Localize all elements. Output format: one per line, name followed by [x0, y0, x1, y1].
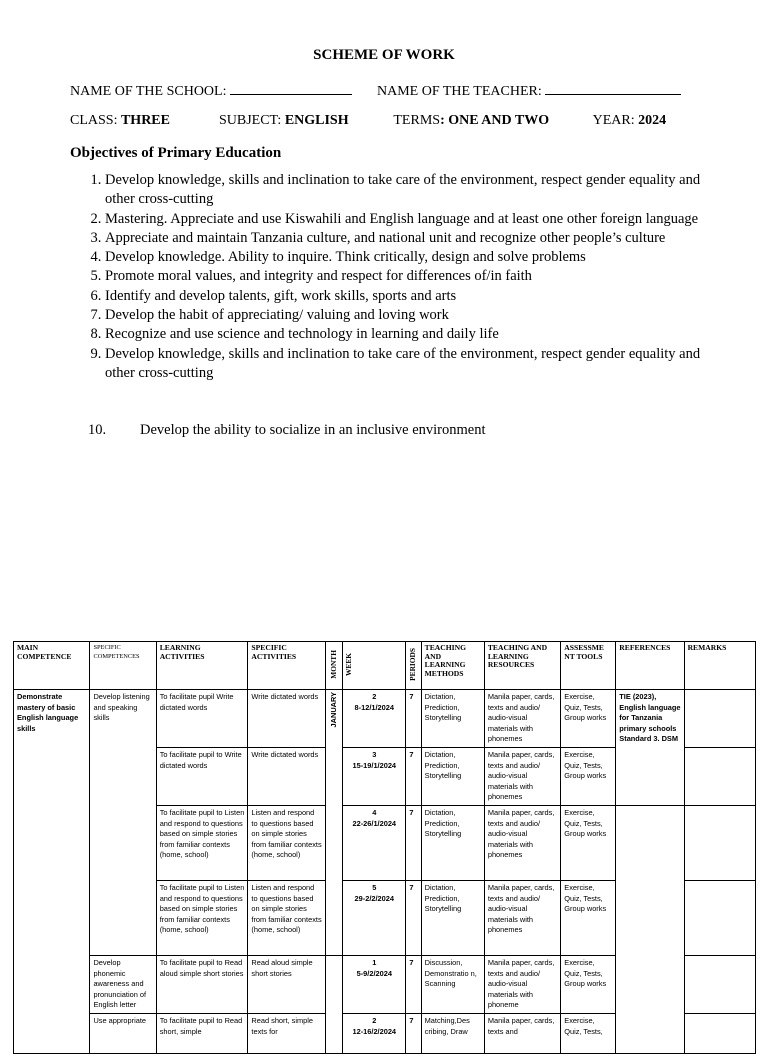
remarks-cell: [684, 955, 755, 1013]
learning-activity-cell: To facilitate pupil to Read short, simple: [156, 1013, 248, 1053]
week-cell: [343, 690, 406, 748]
week-dates: 12-16/2/2024: [352, 1026, 397, 1036]
methods-cell: Matching,Des cribing, Draw: [421, 1013, 484, 1053]
teacher-label: NAME OF THE TEACHER:: [376, 84, 542, 99]
header-specific-activities: SPECIFIC ACTIVITIES: [248, 642, 325, 690]
objective-item: 5. Promote moral values, and integrity and respect for differences of/in faith: [105, 267, 710, 286]
remarks-cell: [684, 1013, 755, 1053]
week-cell: [343, 747, 406, 805]
document-title: SCHEME OF WORK: [313, 47, 455, 63]
week-dates: 5-9/2/2024: [356, 968, 392, 978]
objective-item: 6. Identify and develop talents, gift, work skills, sports and arts: [105, 287, 710, 306]
header-learning-activities: LEARNING ACTIVITIES: [156, 642, 248, 690]
methods-cell: Dictation, Prediction, Storytelling: [421, 805, 484, 880]
header-resources: TEACHING AND LEARNING RESOURCES: [484, 642, 560, 690]
week-number: 2: [372, 692, 377, 701]
header-remarks: REMARKS: [684, 642, 755, 690]
week-number: 2: [372, 1015, 377, 1025]
week-cell: [343, 955, 406, 1013]
objective-item-10: [88, 422, 486, 439]
school-teacher-line: [70, 82, 681, 100]
header-week: WEEK: [344, 652, 354, 676]
header-periods: PERIODS: [408, 647, 418, 681]
learning-activity-cell: To facilitate pupil Write dictated words: [156, 690, 248, 748]
week-number: 5: [372, 882, 377, 892]
objective-item: 4. Develop knowledge. Ability to inquire. Think critically, design and solve problems: [105, 248, 710, 267]
class-value: THREE: [120, 113, 170, 128]
objective-item: 9. Develop knowledge, skills and inclination to take care of the environment, respect gender equality and other cross-cutting: [105, 345, 710, 384]
resources-cell: Manila paper, cards, texts and: [484, 1013, 560, 1053]
specific-activity-cell: Write dictated words: [248, 747, 325, 805]
assessment-cell: Exercise, Quiz, Tests,: [561, 1013, 616, 1053]
week-dates: 22-26/1/2024: [352, 818, 397, 828]
specific-activity-cell: Read short, simple texts for: [248, 1013, 325, 1053]
objective-text: Develop the ability to socialize in an inclusive environment: [140, 422, 486, 438]
methods-cell: Dictation, Prediction, Storytelling: [421, 690, 484, 748]
references-empty-cell: [616, 805, 684, 1053]
assessment-cell: Exercise, Quiz, Tests, Group works: [561, 747, 616, 805]
remarks-cell: [684, 690, 755, 748]
assessment-cell: Exercise, Quiz, Tests, Group works: [561, 880, 616, 955]
periods-cell: 7: [406, 1013, 421, 1053]
school-blank: [230, 82, 352, 95]
school-label: NAME OF THE SCHOOL:: [70, 84, 227, 99]
objective-item: 1. Develop knowledge, skills and inclination to take care of the environment, respect gender equality and other cross-cutting: [105, 171, 710, 210]
month-empty-cell: [325, 955, 342, 1053]
subject-label: SUBJECT:: [218, 113, 282, 128]
table-row: [14, 690, 756, 748]
terms-value: : ONE AND TWO: [440, 113, 550, 128]
header-month: MONTH: [328, 649, 338, 679]
learning-activity-cell: To facilitate pupil to Write dictated words: [156, 747, 248, 805]
periods-cell: 7: [406, 805, 421, 880]
table-header-row: [14, 642, 756, 690]
week-cell: [343, 880, 406, 955]
remarks-cell: [684, 805, 755, 880]
remarks-cell: [684, 747, 755, 805]
year-label: YEAR:: [592, 113, 635, 128]
week-cell: [343, 1013, 406, 1053]
week-dates: 15-19/1/2024: [352, 760, 397, 770]
resources-cell: Manila paper, cards, texts and audio/ audio-visual materials with phonemes: [484, 747, 560, 805]
specific-activity-cell: Read aloud simple short stories: [248, 955, 325, 1013]
methods-cell: Dictation, Prediction, Storytelling: [421, 747, 484, 805]
remarks-cell: [684, 880, 755, 955]
objective-number: 10.: [88, 422, 107, 438]
learning-activity-cell: To facilitate pupil to Listen and respond to questions based on simple stories from familiar contexts (home, school): [156, 880, 248, 955]
objective-item: 8. Recognize and use science and technology in learning and daily life: [105, 325, 710, 344]
specific-competence-cell: Develop phonemic awareness and pronunciation of English letter: [90, 955, 156, 1013]
periods-cell: 7: [406, 880, 421, 955]
year-value: 2024: [638, 113, 667, 128]
resources-cell: Manila paper, cards, texts and audio/ audio-visual materials with phoneme: [484, 955, 560, 1013]
resources-cell: Manila paper, cards, texts and audio/ audio-visual materials with phonemes: [484, 690, 560, 748]
specific-activity-cell: Listen and respond to questions based on simple stories from familiar contexts (home, school): [248, 805, 325, 880]
subject-value: ENGLISH: [284, 113, 349, 128]
week-number: 1: [372, 957, 377, 967]
specific-competence-cell: Use appropriate: [90, 1013, 156, 1053]
objectives-heading: Objectives of Primary Education: [70, 145, 282, 161]
specific-competence-cell: Develop listening and speaking skills: [90, 690, 156, 956]
class-line: [70, 113, 666, 129]
header-specific-competences: SPECIFIC COMPETENCES: [90, 642, 156, 690]
terms-label: TERMS: [393, 113, 441, 128]
week-dates: 29-2/2/2024: [354, 893, 394, 903]
periods-cell: 7: [406, 747, 421, 805]
assessment-cell: Exercise, Quiz, Tests, Group works: [561, 955, 616, 1013]
header-assessment-tools: ASSESSME NT TOOLS: [561, 642, 616, 690]
week-number: 3: [372, 749, 377, 759]
main-competence-cell: Demonstrate mastery of basic English language skills: [14, 690, 90, 1054]
scheme-table: [13, 641, 756, 1054]
week-cell: [343, 805, 406, 880]
assessment-cell: Exercise, Quiz, Tests, Group works: [561, 690, 616, 748]
periods-cell: 7: [406, 955, 421, 1013]
methods-cell: Dictation, Prediction, Storytelling: [421, 880, 484, 955]
month-cell: JANUARY: [328, 692, 338, 728]
header-main-competence: MAIN COMPETENCE: [14, 642, 90, 690]
learning-activity-cell: To facilitate pupil to Listen and respond to questions based on simple stories from familiar contexts (home, school): [156, 805, 248, 880]
objectives-list: [70, 171, 710, 383]
teacher-blank: [545, 82, 681, 95]
objective-item: 2. Mastering. Appreciate and use Kiswahili and English language and at least one other foreign language: [105, 210, 710, 229]
resources-cell: Manila paper, cards, texts and audio/ audio-visual materials with phonemes: [484, 880, 560, 955]
objective-item: 7. Develop the habit of appreciating/ valuing and loving work: [105, 306, 710, 325]
header-references: REFERENCES: [616, 642, 684, 690]
objective-item: 3. Appreciate and maintain Tanzania culture, and national unit and recognize other people’s culture: [105, 229, 710, 248]
specific-activity-cell: Listen and respond to questions based on simple stories from familiar contexts (home, school): [248, 880, 325, 955]
learning-activity-cell: To facilitate pupil to Read aloud simple short stories: [156, 955, 248, 1013]
week-number: 4: [372, 807, 377, 817]
header-methods: TEACHING AND LEARNING METHODS: [421, 642, 484, 690]
class-label: CLASS:: [70, 113, 118, 128]
specific-activity-cell: Write dictated words: [248, 690, 325, 748]
week-dates: 8-12/1/2024: [354, 702, 394, 712]
references-cell: TIE (2023), English language for Tanzania primary schools Standard 3. DSM: [616, 690, 684, 806]
assessment-cell: Exercise, Quiz, Tests, Group works: [561, 805, 616, 880]
periods-cell: 7: [406, 690, 421, 748]
methods-cell: Discussion, Demonstratio n, Scanning: [421, 955, 484, 1013]
resources-cell: Manila paper, cards, texts and audio/ audio-visual materials with phonemes: [484, 805, 560, 880]
